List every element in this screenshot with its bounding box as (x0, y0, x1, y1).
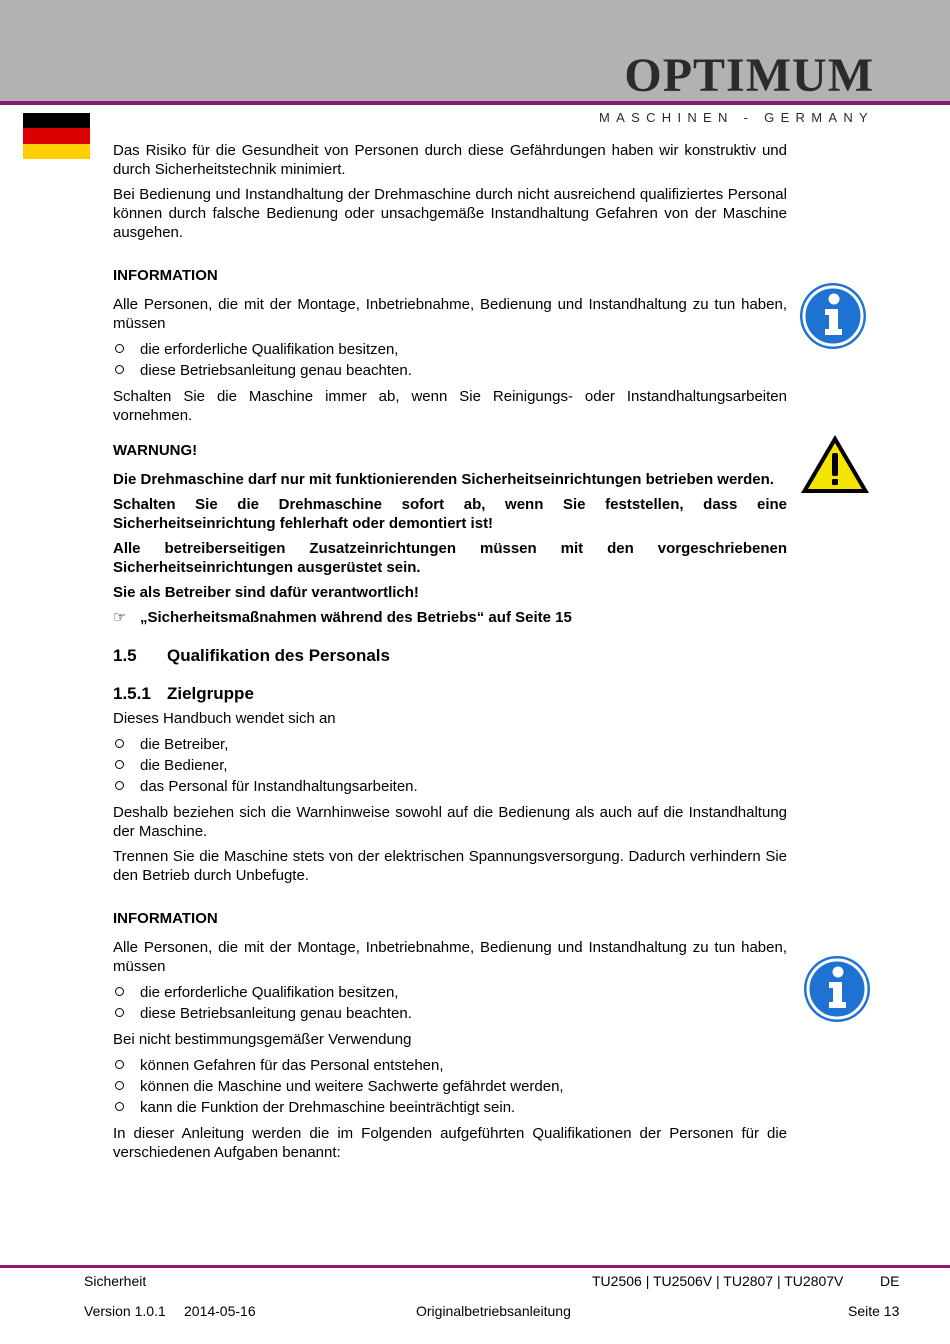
bullet-icon (115, 365, 124, 374)
bullet-icon (115, 1081, 124, 1090)
section-title: Qualifikation des Personals (167, 646, 390, 665)
paragraph: Schalten Sie die Maschine immer ab, wenn Sie Reinigungs- oder Instandhaltungsarbeiten vornehmen. (113, 388, 787, 424)
footer-rule (0, 1265, 950, 1268)
brand-logo: OPTIMUM (624, 49, 874, 102)
paragraph: Deshalb beziehen sich die Warnhinweise sowohl auf die Bedienung als auch auf die Instandhaltung der Maschine. (113, 804, 787, 840)
bullet-icon (115, 1008, 124, 1017)
info-heading: INFORMATION (113, 910, 218, 927)
list-item: können Gefahren für das Personal entstehen, (113, 1055, 787, 1076)
list-item: diese Betriebsanleitung genau beachten. (113, 1003, 787, 1024)
cross-reference-link[interactable]: „Sicherheitsmaßnahmen während des Betriebs“ auf Seite 15 (140, 609, 572, 626)
bullet-icon (115, 1102, 124, 1111)
section-number: 1.5 (113, 646, 137, 665)
paragraph: Trennen Sie die Maschine stets von der elektrischen Spannungsversorgung. Dadurch verhindern Sie den Betrieb durch Unbefugte. (113, 848, 787, 884)
information-icon (803, 955, 871, 1023)
subsection-title: Zielgruppe (167, 684, 254, 703)
footer-date: 2014-05-16 (184, 1303, 256, 1319)
list-item: können die Maschine und weitere Sachwerte gefährdet werden, (113, 1076, 787, 1097)
bullet-icon (115, 344, 124, 353)
list-item: die erforderliche Qualifikation besitzen, (113, 982, 787, 1003)
paragraph: Das Risiko für die Gesundheit von Personen durch diese Gefährdungen haben wir konstruktiv und durch Sicherheitstechnik minimiert. (113, 142, 787, 178)
pointing-hand-icon: ☞ (113, 609, 127, 626)
warning-text: Sie als Betreiber sind dafür verantwortlich! (113, 584, 419, 601)
footer-doc-title: Originalbetriebsanleitung (416, 1303, 571, 1319)
paragraph: Dieses Handbuch wendet sich an (113, 710, 336, 727)
paragraph: Bei nicht bestimmungsgemäßer Verwendung (113, 1031, 412, 1048)
list-item: die Bediener, (113, 755, 787, 776)
bullet-icon (115, 987, 124, 996)
warning-text: Die Drehmaschine darf nur mit funktionierenden Sicherheitseinrichtungen betrieben werden. (113, 471, 774, 488)
footer-page-number: Seite 13 (848, 1303, 900, 1319)
subsection-number: 1.5.1 (113, 684, 151, 703)
list-item: das Personal für Instandhaltungsarbeiten. (113, 776, 787, 797)
bullet-list (113, 339, 787, 381)
section-heading (113, 646, 787, 665)
list-item: die Betreiber, (113, 734, 787, 755)
german-flag-icon (23, 113, 90, 159)
paragraph: Alle Personen, die mit der Montage, Inbetriebnahme, Bedienung und Instandhaltung zu tun haben, müssen (113, 296, 787, 332)
paragraph: Bei Bedienung und Instandhaltung der Drehmaschine durch nicht ausreichend qualifiziertes Personal können durch falsche Bedienung oder unsachgemäße Instandhaltung Gefahren von der Maschine ausgehen. (113, 186, 787, 241)
bullet-list (113, 734, 787, 797)
footer-version: Version 1.0.1 (84, 1303, 166, 1319)
information-icon (799, 282, 867, 350)
list-item: diese Betriebsanleitung genau beachten. (113, 360, 787, 381)
info-heading: INFORMATION (113, 267, 218, 284)
bullet-icon (115, 760, 124, 769)
bullet-icon (115, 1060, 124, 1069)
cross-reference[interactable] (113, 608, 787, 627)
paragraph: In dieser Anleitung werden die im Folgenden aufgeführten Qualifikationen der Personen für die verschiedenen Aufgaben benannt: (113, 1125, 787, 1161)
warning-heading: WARNUNG! (113, 442, 198, 459)
subsection-heading (113, 684, 787, 703)
warning-text: Alle betreiberseitigen Zusatzeinrichtungen müssen mit den vorgeschriebenen Sicherheitseinrichtungen ausgerüstet sein. (113, 540, 787, 576)
warning-text: Schalten Sie die Drehmaschine sofort ab, wenn Sie feststellen, dass eine Sicherheitseinrichtung fehlerhaft oder demontiert ist! (113, 496, 787, 532)
warning-triangle-icon (799, 433, 871, 495)
bullet-list (113, 982, 787, 1024)
bullet-icon (115, 781, 124, 790)
list-item: die erforderliche Qualifikation besitzen, (113, 339, 787, 360)
brand-tagline: MASCHINEN - GERMANY (599, 110, 874, 125)
footer-lang: DE (880, 1273, 900, 1289)
page-content (113, 141, 787, 1162)
bullet-list (113, 1055, 787, 1118)
footer-models: TU2506 | TU2506V | TU2807 | TU2807V (592, 1273, 844, 1289)
bullet-icon (115, 739, 124, 748)
paragraph: Alle Personen, die mit der Montage, Inbetriebnahme, Bedienung und Instandhaltung zu tun haben, müssen (113, 939, 787, 975)
list-item: kann die Funktion der Drehmaschine beeinträchtigt sein. (113, 1097, 787, 1118)
footer-section: Sicherheit (84, 1273, 147, 1289)
